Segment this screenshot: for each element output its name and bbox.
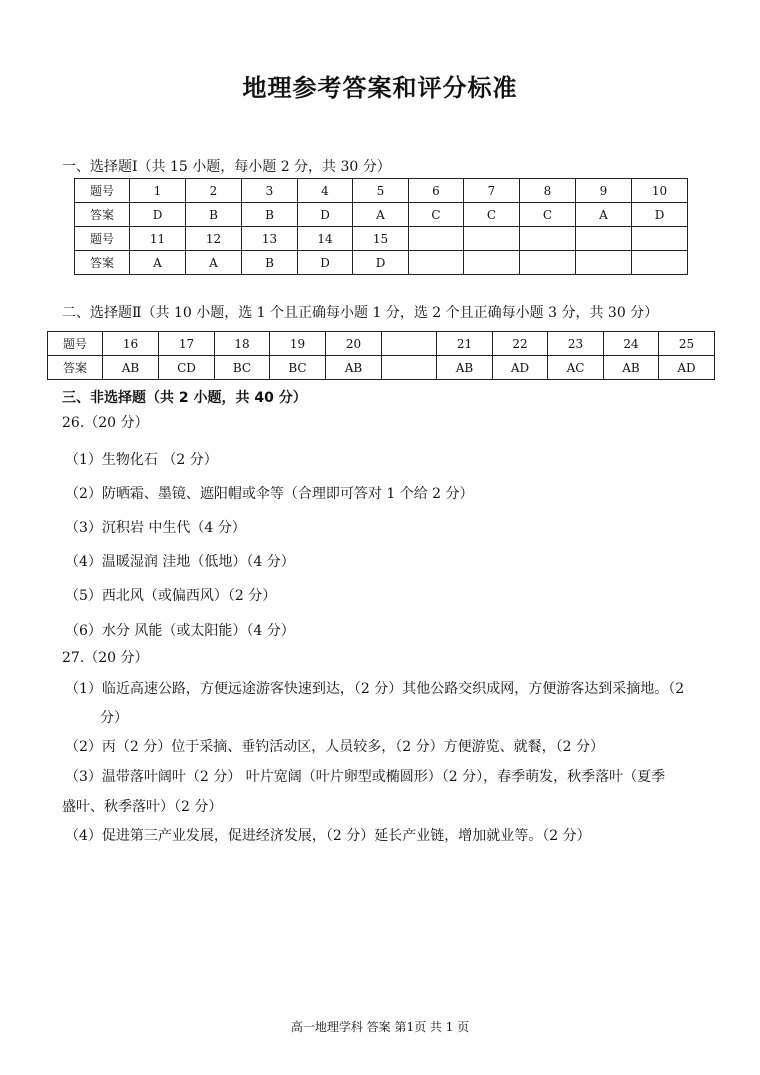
table-cell: 答案 (75, 251, 130, 275)
q26-answer-4: （4）温暖湿润 洼地（低地）（4 分） (65, 554, 295, 570)
table-cell (409, 227, 464, 251)
table-cell: 21 (437, 332, 493, 356)
table-cell: 1 (130, 179, 186, 203)
table-cell (632, 251, 688, 275)
table-cell: AB (103, 356, 159, 380)
section1-table-body (75, 179, 688, 275)
table-cell (409, 251, 464, 275)
table-cell: 答案 (75, 203, 130, 227)
table-cell: 13 (242, 227, 298, 251)
table-cell: 14 (298, 227, 353, 251)
table-cell: A (576, 203, 632, 227)
table-cell: 22 (493, 332, 548, 356)
q26-answer-5: （5）西北风（或偏西风）（2 分） (65, 588, 277, 604)
table-row (75, 251, 688, 275)
question-27-label: 27.（20 分） (62, 650, 149, 666)
table-cell: D (130, 203, 186, 227)
table-cell: A (186, 251, 242, 275)
table-cell: CD (159, 356, 215, 380)
table-row (48, 356, 715, 380)
table-cell: D (298, 203, 353, 227)
question-26-label: 26.（20 分） (62, 415, 149, 431)
q26-answer-1: （1）生物化石 （2 分） (65, 452, 218, 468)
table-cell: 25 (659, 332, 715, 356)
table-cell: 11 (130, 227, 186, 251)
section1-heading: 一、选择题Ⅰ（共 15 小题，每小题 2 分，共 30 分） (62, 159, 391, 175)
q27-answer-1: （1）临近高速公路，方便远途游客快速到达，（2 分）其他公路交织成网，方便游客达到采摘地。（2 (65, 681, 685, 697)
table-cell: AC (548, 356, 604, 380)
table-cell: 24 (604, 332, 659, 356)
table-cell: 9 (576, 179, 632, 203)
table-cell: 5 (353, 179, 409, 203)
page-title: 地理参考答案和评分标准 (242, 74, 518, 102)
table-cell: 6 (409, 179, 464, 203)
table-cell: D (353, 251, 409, 275)
table-cell: B (242, 251, 298, 275)
table-cell: 16 (103, 332, 159, 356)
section3-heading: 三、非选择题（共 2 小题，共 40 分） (62, 390, 307, 406)
section1-answer-table (74, 178, 688, 275)
section2-answer-table (47, 331, 715, 380)
table-cell: 20 (326, 332, 382, 356)
table-cell: 题号 (75, 179, 130, 203)
q27-answer-1-cont: 分） (100, 710, 128, 726)
table-cell: AB (437, 356, 493, 380)
table-cell: 18 (215, 332, 270, 356)
q26-answer-2: （2）防晒霜、墨镜、遮阳帽或伞等（合理即可答对 1 个给 2 分） (65, 486, 474, 502)
table-cell: C (464, 203, 520, 227)
table-cell: D (632, 203, 688, 227)
table-cell (520, 227, 576, 251)
table-cell: 4 (298, 179, 353, 203)
table-cell: AD (493, 356, 548, 380)
table-cell: 23 (548, 332, 604, 356)
table-cell: 题号 (75, 227, 130, 251)
table-cell (382, 332, 437, 356)
q27-answer-2: （2）丙（2 分）位于采摘、垂钓活动区，人员较多，（2 分）方便游览、就餐，（2 分） (65, 739, 604, 755)
table-cell: AD (659, 356, 715, 380)
table-cell: 19 (270, 332, 326, 356)
table-cell: AB (326, 356, 382, 380)
table-cell: B (186, 203, 242, 227)
q27-answer-3-cont: 盛叶、秋季落叶）（2 分） (62, 799, 223, 815)
page-footer: 高一地理学科 答案 第1页 共 1 页 (290, 1020, 470, 1034)
table-cell (464, 251, 520, 275)
section2-heading: 二、选择题Ⅱ（共 10 小题，选 1 个且正确每小题 1 分，选 2 个且正确每小题 3 分，共 30 分） (62, 305, 659, 321)
table-cell: 8 (520, 179, 576, 203)
table-cell: 10 (632, 179, 688, 203)
table-cell: 17 (159, 332, 215, 356)
table-cell (632, 227, 688, 251)
table-row (75, 179, 688, 203)
table-cell: 12 (186, 227, 242, 251)
table-cell: BC (215, 356, 270, 380)
table-cell: A (130, 251, 186, 275)
table-cell: D (298, 251, 353, 275)
table-cell (576, 251, 632, 275)
table-cell: 3 (242, 179, 298, 203)
table-cell (520, 251, 576, 275)
table-cell (382, 356, 437, 380)
table-cell: BC (270, 356, 326, 380)
table-cell: 15 (353, 227, 409, 251)
table-cell: C (520, 203, 576, 227)
table-cell: B (242, 203, 298, 227)
table-row (75, 227, 688, 251)
table-cell: C (409, 203, 464, 227)
table-cell: A (353, 203, 409, 227)
table-row (75, 203, 688, 227)
q27-answer-4: （4）促进第三产业发展，促进经济发展，（2 分）延长产业链，增加就业等。（2 分） (65, 828, 591, 844)
table-cell: 7 (464, 179, 520, 203)
q27-answer-3: （3）温带落叶阔叶（2 分） 叶片宽阔（叶片卵型或椭圆形）（2 分），春季萌发，秋季落叶（夏季 (65, 769, 666, 785)
table-cell (576, 227, 632, 251)
table-cell: 答案 (48, 356, 103, 380)
table-cell: AB (604, 356, 659, 380)
section2-table-body (48, 332, 715, 380)
table-row (48, 332, 715, 356)
table-cell (464, 227, 520, 251)
table-cell: 2 (186, 179, 242, 203)
table-cell: 题号 (48, 332, 103, 356)
q26-answer-6: （6）水分 风能（或太阳能）（4 分） (65, 623, 295, 639)
q26-answer-3: （3）沉积岩 中生代（4 分） (65, 520, 246, 536)
